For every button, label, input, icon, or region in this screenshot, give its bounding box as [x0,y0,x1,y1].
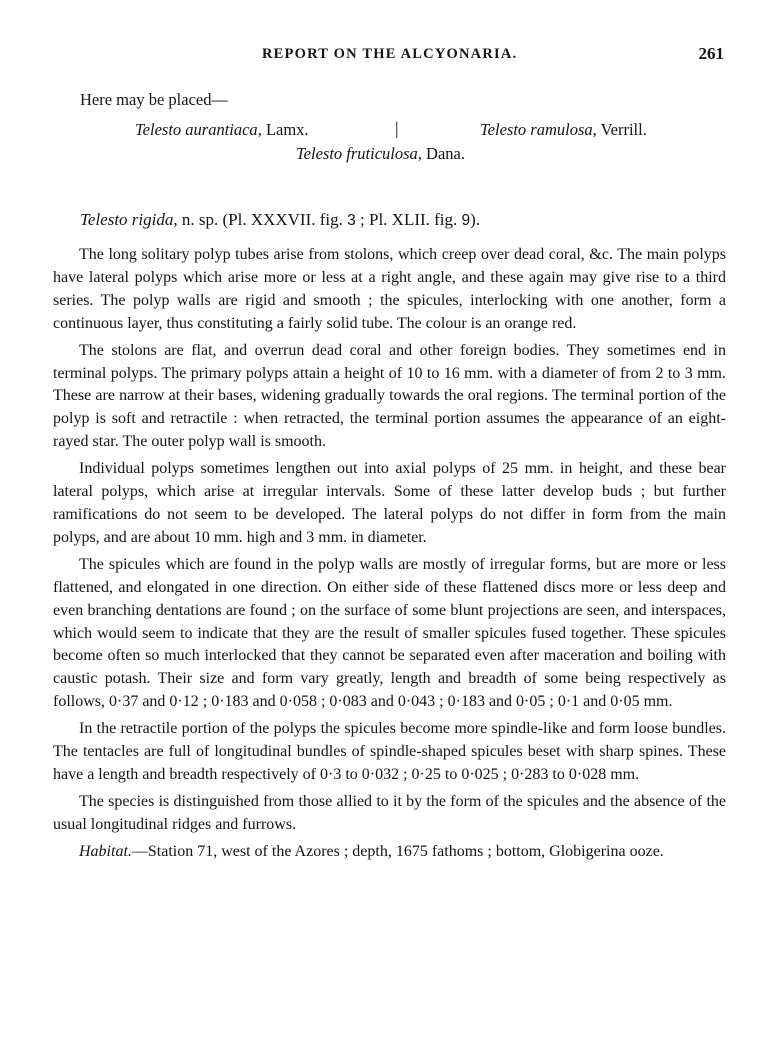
paragraph: Individual polyps sometimes lengthen out into axial polyps of 25 mm. in height, and these bear lateral polyps, which arise at irregular intervals. Some of these latter develop buds ; but further ramifications do not seem to be developed. The lateral polyps do not differ in form from the main polyps, and are about 10 mm. high and 3 mm. in diameter. [53,460,726,546]
section-end: ). [470,210,481,229]
section-middle: ; Pl. XLII. fig. [355,210,462,229]
section-species-name: Telesto rigida [80,210,174,229]
species-entry [135,120,309,140]
section-heading [80,210,480,230]
species-entry [480,120,647,140]
species-author: , Dana. [417,144,465,163]
habitat-label: Habitat. [79,842,132,860]
section-designation: , n. sp. (Pl. XXXVII. fig. [173,210,348,229]
species-name: Telesto fruticulosa [296,144,418,163]
species-author: , Lamx. [257,120,309,139]
species-name: Telesto ramulosa [480,120,593,139]
page-number: 261 [698,44,724,63]
paragraph: The stolons are flat, and overrun dead coral and other foreign bodies. They sometimes end in terminal polyps. The primary polyps attain a height of 10 to 16 mm. with a diameter of from 2 to 3 mm. These are narrow at their bases, widening gradually towards the oral regions. The terminal portion of the polyp is soft and retractile : when retracted, the terminal portion assumes the appearance of an eight-rayed star. The outer polyp wall is smooth. [53,341,726,451]
paragraph: The long solitary polyp tubes arise from stolons, which creep over dead coral, &c. The main polyps have lateral polyps which arise more or less at a right angle, and these again may give rise to a third series. The polyp walls are rigid and smooth ; the spicules, interlocking with one another, form a continuous layer, thus constituting a fairly solid tube. The colour is an orange red. [53,246,726,332]
paragraph: The species is distinguished from those allied to it by the form of the spicules and the absence of the usual longitudinal ridges and furrows. [53,792,726,833]
habitat-text: —Station 71, west of the Azores ; depth, 1675 fathoms ; bottom, Globigerina ooze. [131,842,664,860]
species-entry [296,144,465,164]
section-fig1: 3 [347,212,356,229]
habitat-paragraph [53,841,726,864]
column-divider: | [395,118,399,138]
paragraph: In the retractile portion of the polyps the spicules become more spindle-like and form loose bundles. The tentacles are full of longitudinal bundles of spindle-shaped spicules beset with sharp spines. These have a length and breadth respectively of 0·3 to 0·032 ; 0·25 to 0·025 ; 0·283 to 0·028 mm. [53,720,726,783]
running-title: REPORT ON THE ALCYONARIA. [262,46,518,62]
species-name: Telesto aurantiaca [135,120,258,139]
section-fig2: 9 [461,212,471,229]
species-author: , Verrill. [592,120,647,139]
paragraph: The spicules which are found in the polyp walls are mostly of irregular forms, but are more or less flattened, and elongated in one direction. On either side of these flattened discs more or less deep and even branching dentations are found ; on the surface of some blunt projections are seen, and interspaces, which would seem to indicate that they are the result of smaller spicules fused together. These spicules become often so much interlocked that they cannot be separated even after maceration and boiling with caustic potash. Their size and form vary greatly, length and breadth of some being respectively as follows, 0·37 and 0·12 ; 0·183 and 0·058 ; 0·083 and 0·043 ; 0·183 and 0·05 ; 0·1 and 0·05 mm. [53,555,726,711]
intro-text: Here may be placed— [80,90,228,109]
body-text [53,244,726,868]
